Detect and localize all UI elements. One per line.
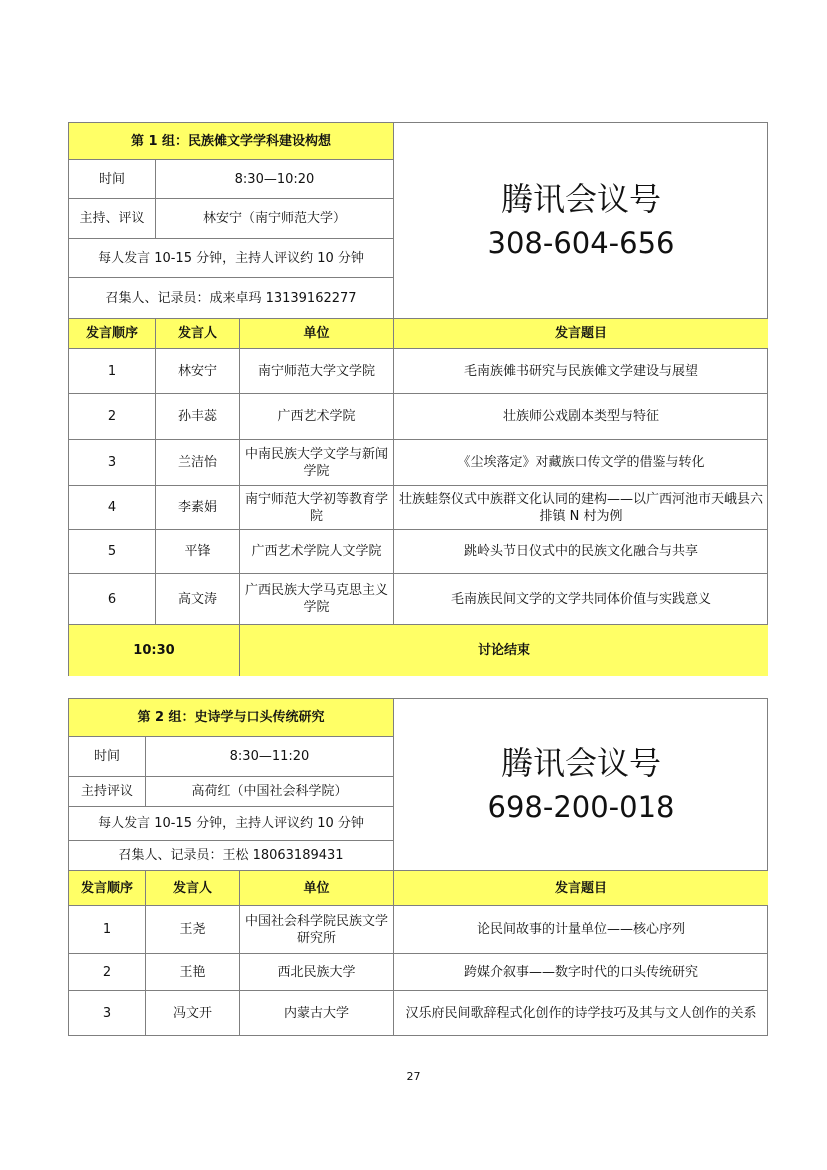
group1-header-unit: 单位 [240,319,394,349]
table-row-cell: 冯文开 [146,991,240,1035]
group2-host-value: 高荷红（中国社会科学院） [146,777,394,807]
table-row-cell: 4 [69,486,156,530]
table-row-cell: 3 [69,991,146,1035]
group1-header-speaker: 发言人 [156,319,240,349]
group2-convener: 召集人、记录员：王松 18063189431 [69,841,394,871]
table-row-cell: 广西民族大学马克思主义学院 [240,574,394,625]
table-row-cell: 《尘埃落定》对藏族口传文学的借鉴与转化 [394,440,768,486]
group1-meeting-number: 308-604-656 [487,225,675,260]
group2-header-speaker: 发言人 [146,871,240,906]
table-row-cell: 孙丰蕊 [156,394,240,440]
group1-meeting-label: 腾讯会议号 [500,179,661,218]
group2-table [68,698,768,1036]
table-row-cell: 广西艺术学院人文学院 [240,530,394,574]
group1-end-time: 10:30 [69,625,240,676]
group1-time-label: 时间 [69,160,156,199]
group2-meeting-label: 腾讯会议号 [500,743,661,782]
group2-meeting-number: 698-200-018 [487,789,675,824]
group2-header-unit: 单位 [240,871,394,906]
group2-title: 第 2 组：史诗学与口头传统研究 [69,699,394,737]
table-row-cell: 中国社会科学院民族文学研究所 [240,906,394,954]
group2-host-label: 主持评议 [69,777,146,807]
group2-time-label: 时间 [69,737,146,777]
group1-table [68,122,768,676]
table-row-cell: 林安宁 [156,349,240,394]
table-row-cell: 内蒙古大学 [240,991,394,1035]
group1-meeting-info [394,123,768,319]
group1-header-topic: 发言题目 [394,319,768,349]
group1-convener: 召集人、记录员：成来卓玛 13139162277 [69,278,394,319]
group1-end-label: 讨论结束 [240,625,768,676]
table-row-cell: 兰洁怡 [156,440,240,486]
table-row-cell: 1 [69,906,146,954]
table-row-cell: 2 [69,954,146,991]
table-row-cell: 李素娟 [156,486,240,530]
table-row-cell: 平锋 [156,530,240,574]
table-row-cell: 跳岭头节日仪式中的民族文化融合与共享 [394,530,768,574]
table-row-cell: 1 [69,349,156,394]
table-row-cell: 壮族蛙祭仪式中族群文化认同的建构——以广西河池市天峨县六排镇 N 村为例 [394,486,768,530]
group1-time-value: 8:30—10:20 [156,160,394,199]
table-row-cell: 论民间故事的计量单位——核心序列 [394,906,768,954]
group2-meeting-info [394,699,768,871]
group1-header-order: 发言顺序 [69,319,156,349]
table-row-cell: 5 [69,530,156,574]
table-row-cell: 南宁师范大学初等教育学院 [240,486,394,530]
table-row-cell: 高文涛 [156,574,240,625]
group2-time-value: 8:30—11:20 [146,737,394,777]
group2-header-topic: 发言题目 [394,871,768,906]
table-row-cell: 毛南族民间文学的文学共同体价值与实践意义 [394,574,768,625]
table-row-cell: 汉乐府民间歌辞程式化创作的诗学技巧及其与文人创作的关系 [405,1005,757,1021]
table-row-cell: 南宁师范大学文学院 [240,349,394,394]
group1-title: 第 1 组：民族傩文学学科建设构想 [69,123,394,160]
table-row-cell: 3 [69,440,156,486]
table-row-cell: 壮族师公戏剧本类型与特征 [394,394,768,440]
table-row-cell: 王艳 [146,954,240,991]
group2-rule: 每人发言 10-15 分钟，主持人评议约 10 分钟 [69,807,394,841]
group2-header-order: 发言顺序 [69,871,146,906]
page-number: 27 [406,1070,421,1083]
table-row-cell: 跨媒介叙事——数字时代的口头传统研究 [394,954,768,991]
group1-host-label: 主持、评议 [69,199,156,239]
table-row-cell: 西北民族大学 [240,954,394,991]
table-row-cell: 2 [69,394,156,440]
group1-rule: 每人发言 10-15 分钟，主持人评议约 10 分钟 [69,239,394,278]
table-row-cell: 毛南族傩书研究与民族傩文学建设与展望 [394,349,768,394]
group1-host-value: 林安宁（南宁师范大学） [156,199,394,239]
table-row-cell: 中南民族大学文学与新闻学院 [240,440,394,486]
table-row-cell: 广西艺术学院 [240,394,394,440]
table-row-cell: 6 [69,574,156,625]
table-row-cell: 王尧 [146,906,240,954]
